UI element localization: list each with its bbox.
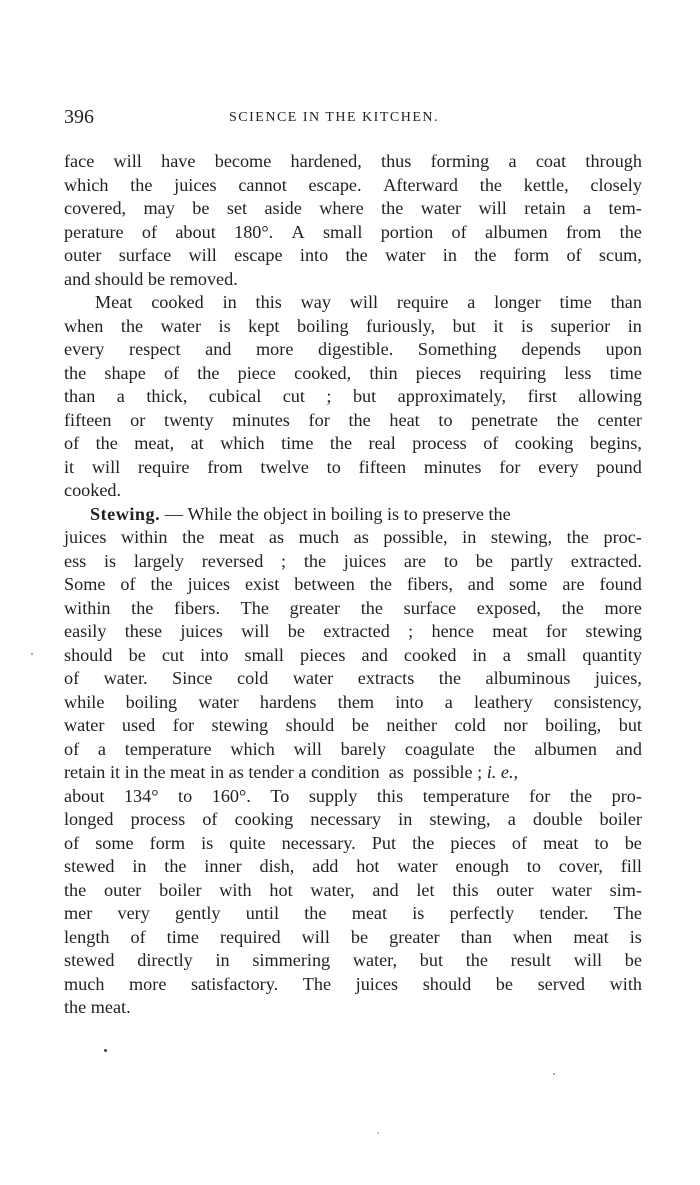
text-line: while boiling water hardens them into a leathery consistency, — [64, 691, 642, 712]
text-line: of water. Since cold water extracts the albuminous juices, — [64, 668, 642, 688]
text-line: the meat. — [64, 997, 131, 1017]
text-line: Meat cooked in this way will require a longer time than — [95, 292, 642, 312]
text-line: cooked. — [64, 480, 122, 500]
text-line: fifteen or twenty minutes for the heat to penetrate the center — [64, 409, 642, 430]
text-line: ess is largely reversed ; the juices are to be partly extracted. — [64, 550, 642, 571]
body-text — [64, 150, 642, 1020]
text-line: much more satisfactory. The juices should be served with — [64, 973, 642, 994]
text-line: mer very gently until the meat is perfectly tender. The — [64, 903, 642, 923]
text-line: retain it in the meat in as tender a condition as possible ; — [64, 762, 483, 782]
text-line: of the meat, at which time the real process of cooking begins, — [64, 433, 642, 453]
text-line: stewed directly in simmering water, but the result will be — [64, 950, 642, 970]
text-line: and should be removed. — [64, 268, 238, 289]
text-line: Some of the juices exist between the fibers, and some are found — [64, 574, 642, 594]
text-line: than a thick, cubical cut ; but approximately, first allowing — [64, 386, 642, 406]
text-line: of some form is quite necessary. Put the pieces of meat to be — [64, 832, 642, 853]
page-number: 396 — [64, 106, 94, 128]
text-line: face will have become hardened, thus forming a coat through — [64, 151, 642, 171]
scan-speck — [104, 1049, 107, 1052]
text-line: length of time required will be greater than when meat is — [64, 926, 642, 947]
text-line: stewed in the inner dish, add hot water enough to cover, fill — [64, 856, 642, 876]
text-line: the outer boiler with hot water, and let this outer water sim- — [64, 879, 642, 900]
scan-speck — [553, 1073, 555, 1075]
text-line: water used for stewing should be neither cold nor boiling, but — [64, 715, 642, 735]
text-line: every respect and more digestible. Something depends upon — [64, 339, 642, 359]
text-line: the shape of the piece cooked, thin pieces requiring less time — [64, 362, 642, 383]
text-line: should be cut into small pieces and cooked in a small quantity — [64, 644, 642, 665]
text-line: it will require from twelve to fifteen minutes for every pound — [64, 456, 642, 477]
scan-speck — [377, 1132, 379, 1134]
section-first-line — [64, 503, 642, 527]
text-line: which the juices cannot escape. Afterward the kettle, closely — [64, 174, 642, 195]
text-line: longed process of cooking necessary in stewing, a double boiler — [64, 809, 642, 829]
text-line: when the water is kept boiling furiously, but it is superior in — [64, 315, 642, 336]
text-line: juices within the meat as much as possible, in stewing, the proc- — [64, 527, 642, 547]
text-line: perature of about 180°. A small portion of albumen from the — [64, 221, 642, 242]
text-line: covered, may be set aside where the water will retain a tem- — [64, 198, 642, 218]
heading-dash: — — [160, 503, 188, 524]
text-line: about 134° to 160°. To supply this temperature for the pro- — [64, 785, 642, 806]
running-head: SCIENCE IN THE KITCHEN. — [229, 110, 440, 125]
text-line: easily these juices will be extracted ; hence meat for stewing — [64, 621, 642, 641]
text-line: While the object in boiling is to preserve the — [187, 503, 511, 524]
text-line: within the fibers. The greater the surface exposed, the more — [64, 597, 642, 618]
text-line: outer surface will escape into the water in the form of scum, — [64, 245, 642, 265]
section-heading: Stewing. — [90, 503, 161, 524]
scan-speck — [31, 653, 33, 655]
text-line: of a temperature which will barely coagulate the albumen and — [64, 738, 642, 759]
page-header — [64, 106, 642, 134]
italic-abbreviation: i. e., — [486, 762, 519, 782]
text-line-with-abbrev — [64, 761, 642, 785]
